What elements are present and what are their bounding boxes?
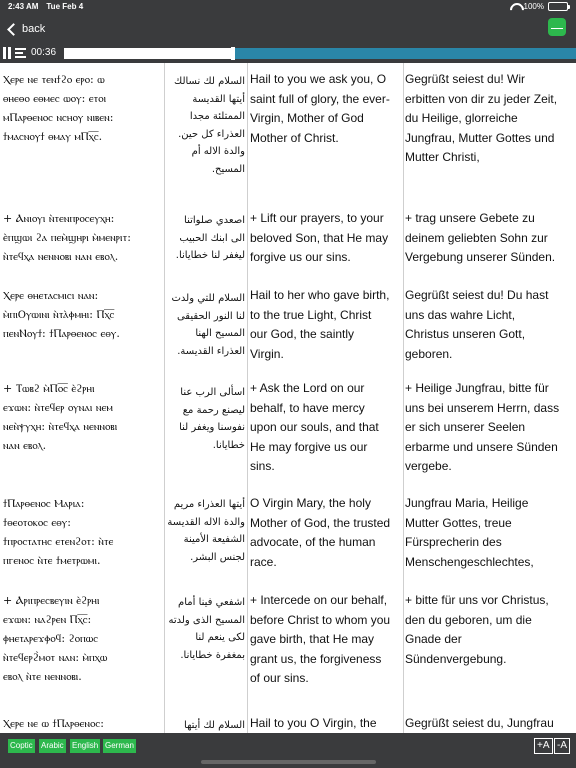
arabic-line: ليغفر لنا خطايانا. <box>175 250 245 261</box>
coptic-line: ⲡⲅⲉⲛⲟⲥ ⲛ̀ⲧⲉ ϯⲙⲉⲧⲣⲱⲙⲓ. <box>3 554 101 567</box>
arabic-line: لنا النور الحقيقى <box>176 310 245 322</box>
english-cell <box>250 591 402 689</box>
arabic-cell <box>165 717 245 733</box>
german-cell <box>405 494 575 572</box>
arabic-line: ليصنع رحمة مع <box>182 404 245 416</box>
chevron-left-icon <box>7 23 20 36</box>
status-right <box>510 2 568 11</box>
status-left <box>8 2 83 11</box>
coptic-cell <box>3 494 163 570</box>
english-cell <box>250 714 402 733</box>
subtitle-toggle-icon[interactable] <box>548 18 566 36</box>
english-cell <box>250 286 402 364</box>
german-line: Gnade der <box>405 632 462 646</box>
german-line: + Heilige Jungfrau, bitte für <box>405 381 549 395</box>
arabic-line: لكى ينعم لنا <box>195 632 245 643</box>
english-line: + Lift our prayers, to your <box>250 211 384 225</box>
language-toggle-coptic[interactable]: Coptic <box>8 739 35 753</box>
english-line: O Virgin Mary, the holy <box>250 496 371 510</box>
wifi-icon <box>510 3 520 11</box>
coptic-line: ⲛ̀ⲧⲉϥⲭⲁ ⲛⲉⲛⲛⲟⲃⲓ ⲛⲁⲛ ⲉⲃⲟⲗ. <box>3 250 119 263</box>
german-line: er sich unserer Seelen <box>405 420 526 434</box>
coptic-cell <box>3 286 163 343</box>
coptic-line: ⲫⲏⲉⲧⲁⲣⲉϫⲫⲟϥ: ϩⲟⲡⲱⲥ <box>3 632 99 645</box>
german-line: den du geboren, um die <box>405 612 532 627</box>
arabic-cell <box>165 594 245 664</box>
font-increase-button[interactable]: +A <box>534 738 553 754</box>
font-decrease-button[interactable]: -A <box>554 738 570 754</box>
player-bar <box>0 44 576 63</box>
language-toggle-english[interactable]: English <box>70 739 100 753</box>
coptic-line: ⲛ̀ⲧⲉϥⲉⲣϩ̀ⲙⲟⲧ ⲛⲁⲛ: ⲙ̀ⲡⲭⲱ <box>3 651 108 664</box>
progress-fill <box>64 48 233 59</box>
german-line: Christus unseren Gott, <box>405 327 526 341</box>
coptic-line: ⲉⲃⲟⲗ ⲛ̀ⲧⲉ ⲛⲉⲛⲛⲟⲃⲓ. <box>3 670 82 683</box>
german-cell <box>405 286 575 364</box>
coptic-cell <box>3 379 163 455</box>
arabic-line: اسألى الرب عنا <box>180 387 245 398</box>
english-cell <box>250 379 402 477</box>
arabic-line: أيتها القديسة <box>192 93 245 105</box>
english-line: Hail to you we ask you, O <box>250 72 387 86</box>
elapsed-time: 00:36 <box>31 47 57 58</box>
arabic-cell <box>165 73 245 178</box>
german-line: erbitten von dir zu jeder Zeit, <box>405 91 558 106</box>
coptic-line: ⲙ̀ⲡⲓⲞⲩⲱⲓⲛⲓ ⲛ̀ⲧⲁ̀ⲫⲙⲏⲓ: Ⲡⲭ̅ⲥ̅ <box>3 308 115 321</box>
arabic-line: الى ابنك الحبيب <box>179 232 245 244</box>
progress-slider[interactable] <box>64 48 576 59</box>
english-cell <box>250 70 402 148</box>
english-line: advocate, of the human <box>250 535 376 549</box>
status-date: Tue Feb 4 <box>46 2 84 11</box>
arabic-line: خطايانا. <box>212 439 245 451</box>
german-line: uns bei unserem Herrn, dass <box>405 400 560 415</box>
english-line: race. <box>250 554 277 569</box>
hymn-text-table <box>0 63 576 733</box>
english-line: Mother of Christ. <box>250 130 339 145</box>
english-line: saint full of glory, the ever- <box>250 91 390 106</box>
coptic-cell <box>3 714 163 733</box>
german-line: Mutter Christi, <box>405 150 480 164</box>
english-line: sins. <box>250 459 275 473</box>
english-line: Virgin. <box>250 346 284 361</box>
status-time: 2:43 AM <box>8 2 39 11</box>
arabic-line: السلام لك نسالك <box>174 76 245 87</box>
coptic-line: ⲉϫⲱⲛ: ⲛ̀ⲧⲉϥⲉⲣ ⲟⲩⲛⲁⲓ ⲛⲉⲙ <box>3 401 113 414</box>
arabic-line: المسيح الهنا <box>195 328 245 339</box>
english-line: of our sins. <box>250 671 309 685</box>
german-line: Gegrüßt seiest du, Jungfrau <box>405 716 554 730</box>
arabic-line: المسيح الذى ولدته <box>168 614 245 626</box>
english-line: to the true Light, Christ <box>250 307 372 322</box>
coptic-line: ⲙⲠⲁⲣⲑⲉⲛⲟⲥ ⲛⲥⲏⲟⲩ ⲛⲓⲃⲉⲛ: <box>3 111 114 124</box>
coptic-line: ϯⲑⲉⲟⲧⲟⲕⲟⲥ ⲉⲑⲩ: <box>3 516 71 529</box>
coptic-line: ϯⲡⲣⲟⲥⲧⲁⲧⲏⲥ ⲉⲧⲉⲛϩⲟⲧ: ⲛ̀ⲧⲉ <box>3 535 114 548</box>
coptic-line: + Ⲧⲱⲃϩ ⲙ̀Ⲡⲟ̅ⲥ̅ ⲉ̀ϩⲣⲏⲓ <box>3 382 95 395</box>
coptic-line: ⲉϫⲱⲛ: ⲛⲁϩⲣⲉⲛ Ⲡⲭ̅ⲥ̅: <box>3 613 92 626</box>
english-line: gave birth, that He may <box>250 632 375 646</box>
english-line: Hail to you O Virgin, the <box>250 716 377 730</box>
german-cell <box>405 591 575 669</box>
battery-percent: 100% <box>523 2 544 11</box>
coptic-line: ⲛⲁⲛ ⲉⲃⲟⲗ. <box>3 439 47 452</box>
arabic-line: اصعدي صلواتنا <box>184 215 245 226</box>
back-label: back <box>22 23 46 35</box>
english-line: before Christ to whom you <box>250 612 391 627</box>
arabic-line: لجنس البشر. <box>190 551 245 563</box>
english-line: behalf, to have mercy <box>250 400 365 415</box>
german-line: Gegrüßt seiest du! Du hast <box>405 288 549 302</box>
german-line: vergebe. <box>405 459 452 473</box>
arabic-line: الشفيعة الأمينة <box>183 534 245 545</box>
coptic-cell <box>3 591 163 686</box>
arabic-line: والدة الاله أم <box>191 146 245 157</box>
german-cell <box>405 379 575 477</box>
arabic-line: نفوسنا ويغفر لنا <box>179 422 245 433</box>
german-line: Menschengeschlechtes, <box>405 554 534 569</box>
english-line: He may forgive us our <box>250 439 368 454</box>
english-line: + Intercede on our behalf, <box>250 593 388 607</box>
coptic-line: + Ⲁⲛⲓⲟⲩⲓ ⲛ̀ⲧⲉⲛⲡⲣⲟⲥⲉⲩⲭⲏ: <box>3 212 115 225</box>
english-line: forgive us our sins. <box>250 250 351 264</box>
german-line: Fürsprecherin des <box>405 535 502 549</box>
arabic-line: السلام لك أيتها <box>184 720 245 731</box>
german-cell <box>405 714 575 733</box>
header-area <box>0 0 576 63</box>
coptic-line: Ⲭⲉⲣⲉ ⲛⲉ ⲧⲉⲛϯϩⲟ ⲉⲣⲟ: ⲱ <box>3 73 105 86</box>
arabic-line: والدة الاله القديسة <box>167 516 245 528</box>
german-line: + trag unsere Gebete zu <box>405 211 535 225</box>
back-button[interactable] <box>6 18 45 40</box>
arabic-cell <box>165 496 245 566</box>
coptic-line: ⲑⲏⲉⲑⲟ ⲉⲑⲙⲉⲥ ⲱⲟⲩ: ⲉⲧⲟⲓ <box>3 92 107 105</box>
arabic-cell <box>165 290 245 360</box>
coptic-cell <box>3 70 163 146</box>
language-toggle-german[interactable]: German <box>103 739 136 753</box>
german-line: Sündenvergebung. <box>405 651 507 666</box>
english-line: Virgin, Mother of God <box>250 111 364 125</box>
nav-bar <box>0 14 576 44</box>
german-line: Gegrüßt seiest du! Wir <box>405 72 526 86</box>
coptic-line: Ⲭⲉⲣⲉ ⲛⲉ ⲱ ϯⲠⲁⲣⲑⲉⲛⲟⲥ: <box>3 717 104 730</box>
coptic-line: ϯⲙⲁⲥⲛⲟⲩϯ ⲑⲙⲁⲩ ⲙⲠⲭ̅ⲥ̅. <box>3 130 103 143</box>
battery-icon <box>548 2 568 11</box>
playlist-icon[interactable] <box>15 47 26 59</box>
arabic-line: المسيح. <box>211 163 245 175</box>
language-toggle-arabic[interactable]: Arabic <box>39 739 66 753</box>
german-line: Mutter Gottes, treue <box>405 515 512 530</box>
coptic-line: ⲡⲉⲛⲚⲟⲩϯ: ϯⲠⲁⲣⲑⲉⲛⲟⲥ ⲉⲑⲩ. <box>3 327 120 340</box>
arabic-line: بمغفرة خطايانا. <box>180 649 245 661</box>
arabic-line: أيتها العذراء مريم <box>173 499 245 510</box>
coptic-line: ϯⲠⲁⲣⲑⲉⲛⲟⲥ Ⲙⲁⲣⲓⲁ: <box>3 497 85 510</box>
english-line: Hail to her who gave birth, <box>250 288 390 302</box>
arabic-line: العذراء كل حين. <box>178 128 245 140</box>
english-cell <box>250 494 402 572</box>
arabic-line: السلام للتي ولدت <box>171 293 245 304</box>
german-line: erbarme und unsere Sünden <box>405 439 558 454</box>
pause-icon[interactable] <box>3 47 12 59</box>
arabic-line: الممتلئة مجدا <box>189 111 245 122</box>
german-line: uns das wahre Licht, <box>405 307 516 322</box>
arabic-cell <box>165 212 245 265</box>
english-line: + Ask the Lord on our <box>250 381 365 395</box>
arabic-cell <box>165 384 245 454</box>
german-line: du Heilige, glorreiche <box>405 111 518 125</box>
english-line: Mother of God, the trusted <box>250 515 391 530</box>
arabic-line: اشفعي فينا أمام <box>178 597 245 608</box>
coptic-line: Ⲭⲉⲣⲉ ⲑⲏⲉⲧⲁⲥⲙⲓⲥⲓ ⲛⲁⲛ: <box>3 289 99 302</box>
german-line: geboren. <box>405 346 453 361</box>
english-cell <box>250 209 402 268</box>
german-line: Jungfrau Maria, Heilige <box>405 496 529 510</box>
progress-knob[interactable] <box>231 47 235 60</box>
status-bar <box>0 0 576 14</box>
german-cell <box>405 209 575 268</box>
german-cell <box>405 70 575 168</box>
german-line: + bitte für uns vor Christus, <box>405 593 549 607</box>
german-line: Vergebung unserer Sünden. <box>405 250 556 264</box>
coptic-line: + Ⲁⲣⲓⲡⲣⲉⲥⲃⲉⲩⲓⲛ ⲉ̀ϩⲣⲏⲓ <box>3 594 100 607</box>
bottom-toolbar <box>0 733 576 768</box>
english-line: grant us, the forgiveness <box>250 651 382 666</box>
arabic-line: العذراء القديسة. <box>177 345 245 357</box>
home-indicator <box>201 760 376 764</box>
german-line: deinem geliebten Sohn zur <box>405 230 548 245</box>
coptic-cell <box>3 209 163 266</box>
coptic-line: ⲛⲉⲛ̀ⲯⲩⲭⲏ: ⲛ̀ⲧⲉϥⲭⲁ ⲛⲉⲛⲛⲟⲃⲓ <box>3 420 118 433</box>
english-line: our God, the saintly <box>250 327 355 341</box>
coptic-line: ⲉ̀ⲡϣⲱⲓ ϩⲁ ⲡⲉⲙ̀ϣⲏⲣⲓ ⲙ̀ⲙⲉⲛⲣⲓⲧ: <box>3 231 131 244</box>
german-line: Jungfrau, Mutter Gottes und <box>405 130 555 145</box>
english-line: beloved Son, that He may <box>250 230 389 245</box>
english-line: upon our souls, and that <box>250 420 379 434</box>
